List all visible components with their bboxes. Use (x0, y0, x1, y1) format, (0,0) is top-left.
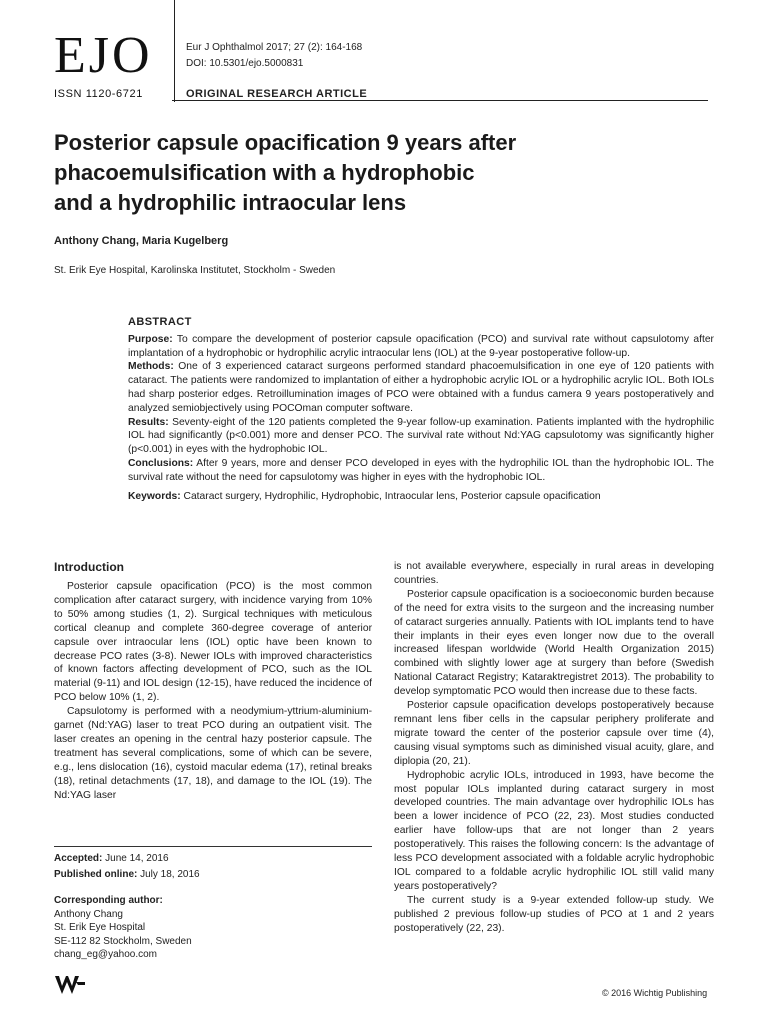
corresponding-label: Corresponding author: (54, 895, 163, 906)
section-heading-introduction: Introduction (54, 560, 124, 574)
body-paragraph: Capsulotomy is performed with a neodymium-yttrium-aluminium-garnet (Nd:YAG) laser to treat PCO during an outpatient visit. The laser creates an opening in the central hazy posterior capsule. The treatment has several complications, some of which can be severe, e.g., lens dislocation (16), cystoid macular edema (17), retinal breaks (18), retinal detachments (17, 18), and damage to the IOL (19). The Nd:YAG laser (54, 706, 372, 801)
authors: Anthony Chang, Maria Kugelberg (54, 235, 229, 247)
methods-text: One of 3 experienced cataract surgeons performed standard phacoemulsification in one eye of 120 patients with cataract. The patients were randomized to implantation of either a hydrophobic acrylic IOL or a hydrophilic acrylic IOL. Both IOLs had sharp posterior edges. Retroillumination images of PCO were obtained with a fundus camera 9 years postoperatively and analyzed semiobjectively using POCOman computer software. (128, 361, 714, 414)
footnote-divider (54, 846, 372, 847)
copyright: © 2016 Wichtig Publishing (602, 988, 708, 998)
body-paragraph: Hydrophobic acrylic IOLs, introduced in 1993, have become the most popular IOLs implanted during cataract surgery in most developed countries. The main advantage over hydrophilic IOLs has been a lower incidence of PCO (22, 23). Most studies conducted earlier have follow-ups that are not longer than 2 years postoperatively. This raises the following concern: Is the advantage of less PCO development associated with a foldable acrylic hydrophobic IOL compared to a foldable acrylic hydrophilic IOL still valid many years postoperatively? (394, 769, 714, 892)
abstract (128, 316, 714, 503)
abstract-keywords (128, 490, 714, 504)
header-divider-horizontal (172, 100, 708, 101)
title-line: phacoemulsification with a hydrophobic (54, 160, 475, 185)
keywords-label: Keywords: (128, 490, 181, 502)
affiliation: St. Erik Eye Hospital, Karolinska Institutet, Stockholm - Sweden (54, 265, 336, 276)
published-date (54, 868, 200, 882)
email-link[interactable]: chang_eg@yahoo.com (54, 949, 157, 960)
journal-citation-block (186, 40, 362, 72)
results-text: Seventy-eight of the 120 patients completed the 9-year follow-up examination. Patients implanted with the hydrophilic IOL had significantly (p<0.001) more and denser PCO. The survival rate without Nd:YAG capsulotomy was significantly higher (p<0.001) in eyes with the hydrophobic IOL. (128, 416, 714, 456)
conclusions-text: After 9 years, more and denser PCO developed in eyes with the hydrophilic IOL than the hydrophobic IOL. The survival rate without the need for capsulotomy was higher in eyes with the hydrophobic IOL. (128, 457, 714, 483)
title-line: and a hydrophilic intraocular lens (54, 190, 407, 215)
doi: DOI: 10.5301/ejo.5000831 (186, 58, 304, 69)
article-type: ORIGINAL RESEARCH ARTICLE (186, 88, 368, 100)
body-paragraph: Posterior capsule opacification develops postoperatively because remnant lens fiber cells in the capsular periphery proliferate and migrate toward the center of the posterior capsule over time (4), causing visual symptoms such as diminished visual acuity, glare, and diplopia (20, 21). (394, 700, 714, 767)
purpose-text: To compare the development of posterior capsule opacification (PCO) and survival rate without capsulotomy after implantation of a hydrophobic or hydrophilic acrylic intraocular lens (IOL) at the 9-year postoperative follow-up. (128, 333, 714, 359)
citation: Eur J Ophthalmol 2017; 27 (2): 164-168 (186, 42, 363, 53)
body-column-right (394, 560, 714, 935)
body-paragraph-continuation: is not available everywhere, especially in rural areas in developing countries. (394, 561, 714, 586)
results-label: Results: (128, 416, 169, 428)
abstract-purpose (128, 333, 714, 361)
abstract-heading: ABSTRACT (128, 316, 192, 328)
methods-label: Methods: (128, 361, 174, 373)
address-line: St. Erik Eye Hospital (54, 922, 146, 933)
journal-logo: EJO (54, 27, 153, 84)
corresponding-author (54, 894, 192, 962)
header-divider-vertical (174, 0, 175, 102)
body-paragraph: The current study is a 9-year extended follow-up study. We published 2 previous follow-up studies of PCO at 1 and 2 years postoperatively (22, 23). (394, 894, 714, 934)
body-paragraph: Posterior capsule opacification (PCO) is the most common complication after cataract surgery, with incidence varying from 10% to 50% among studies (1, 2). Surgical techniques with meticulous cortical cleanup and complete 360-degree coverage of anterior capsule over intraocular lens (IOL) optic have been known to decrease PCO rates (3-8). Newer IOLs with improved characteristics of known factors affecting development of PCO, such as the IOL material (9-11) and IOL design (12-15), have reduced the incidence of PCO below 10% (1, 2). (54, 581, 372, 704)
purpose-label: Purpose: (128, 333, 173, 345)
published-value: July 18, 2016 (137, 869, 200, 880)
conclusions-label: Conclusions: (128, 457, 194, 469)
keywords-text: Cataract surgery, Hydrophilic, Hydrophobic, Intraocular lens, Posterior capsule opacification (180, 490, 601, 502)
accepted-date (54, 852, 169, 866)
body-paragraph: Posterior capsule opacification is a socioeconomic burden because of the need for extra visits to the surgeon and the increasing number of cataract surgeries annually. Patients with IOL implants tend to have their implants in their eyes even longer now due to the overall increased lifespan worldwide (World Health Organization 2015) combined with slightly lower age at surgery than before (Swedish National Cataract Registry; Kataraktregistret 2013). The probability to develop symptomatic PCO would then increase due to these facts. (394, 588, 714, 698)
published-label: Published online: (54, 869, 138, 880)
article-title (54, 128, 654, 218)
abstract-conclusions (128, 457, 714, 485)
address-line: Anthony Chang (54, 908, 123, 920)
title-line: Posterior capsule opacification 9 years after (54, 130, 517, 155)
abstract-results (128, 416, 714, 457)
body-column-left (54, 580, 372, 803)
address-line: SE-112 82 Stockholm, Sweden (54, 935, 192, 947)
abstract-methods (128, 360, 714, 415)
accepted-value: June 14, 2016 (102, 853, 169, 864)
issn: ISSN 1120-6721 (54, 88, 143, 100)
wichtig-logo-icon (54, 974, 86, 996)
accepted-label: Accepted: (54, 853, 103, 864)
